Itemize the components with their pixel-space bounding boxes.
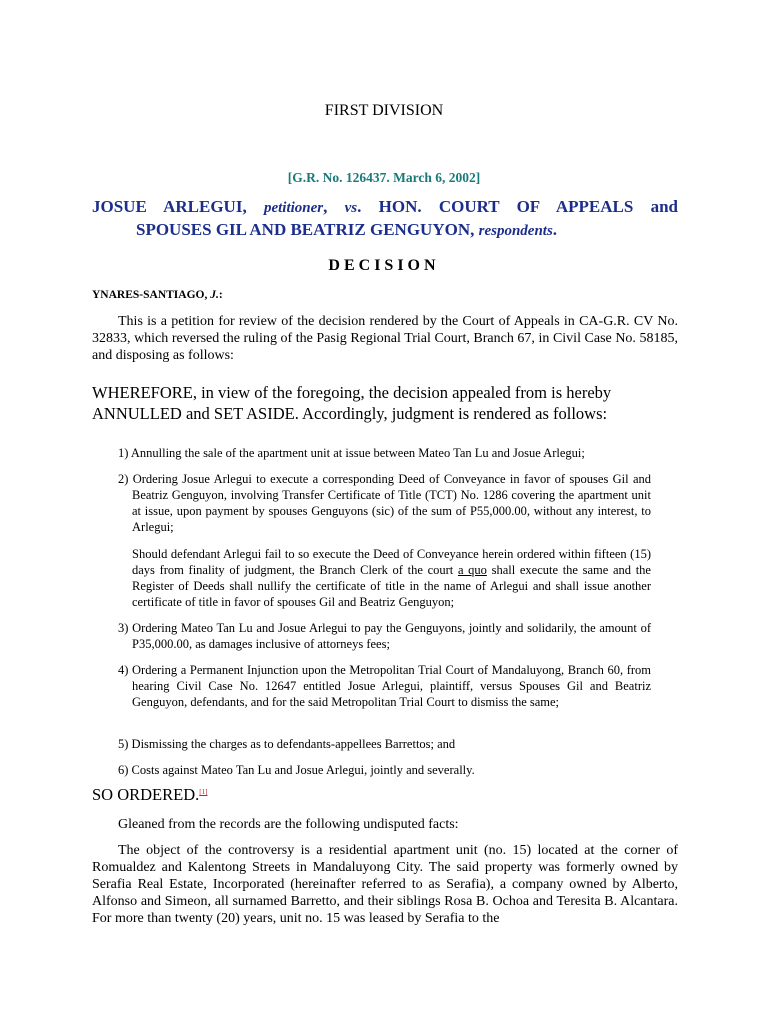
facts-paragraph: The object of the controversy is a residential apartment unit (no. 15) located at the corner of Romualdez and Kalentong Streets in Mandaluyong City. The said property was formerly owned by Serafia Real Estate, Incorporated (hereinafter referred to as Serafia), a company owned by Alberto, Alfonso and Simeon, all surnamed Barretto, and their siblings Rosa B. Ochoa and Teresita B. Alcantara. For more than twenty (20) years, unit no. 15 was leased by Serafia to the — [92, 843, 678, 926]
respondent-role: respondents — [478, 223, 553, 239]
wherefore-clause: WHEREFORE, in view of the foregoing, the decision appealed from is hereby ANNULLED and SET ASIDE. Accordingly, judgment is rendered as follows: — [92, 383, 612, 423]
respondent-line-2: SPOUSES GIL AND BEATRIZ GENGUYON, — [136, 220, 475, 239]
parties-line-1: JOSUE ARLEGUI, petitioner, vs. HON. COURT OF APPEALS and — [92, 197, 678, 216]
respondent-line-1: HON. COURT OF APPEALS and — [378, 197, 678, 216]
dispositive-item-4: 4) Ordering a Permanent Injunction upon the Metropolitan Trial Court of Mandaluyong, Branch 60, from hearing Civil Case No. 12647 entitled Josue Arlegui, plaintiff, versus Spouses Gil and Beatriz Genguyon, defendants, and for the said Metropolitan Trial Court to dismiss the same; — [118, 662, 651, 709]
dispositive-item-2: 2) Ordering Josue Arlegui to execute a corresponding Deed of Conveyance in favor of spouses Gil and Beatriz Genguyon, involving Transfer Certificate of Title (TCT) No. 1286 covering the apartment unit at issue, upon payment by spouses Genguyons (sic) of the sum of P55,000.00, without any interest, to Arlegui; — [118, 471, 651, 534]
case-parties — [92, 196, 678, 242]
ponente-title: J. — [210, 289, 219, 301]
ponente-name: YNARES-SANTIAGO, — [92, 289, 208, 301]
so-ordered: SO ORDERED.[1] — [92, 785, 208, 804]
versus: vs — [344, 200, 358, 216]
dispositive-item-3: 3) Ordering Mateo Tan Lu and Josue Arlegui to pay the Genguyons, jointly and solidarily, the amount of P35,000.00, as damages inclusive of attorneys fees; — [118, 620, 651, 651]
petitioner-name: JOSUE ARLEGUI, — [92, 197, 247, 216]
ponente: YNARES-SANTIAGO, J.: — [92, 289, 223, 301]
case-number: [G.R. No. 126437. March 6, 2002] — [287, 170, 481, 185]
dispositive-item-1: 1) Annulling the sale of the apartment unit at issue between Mateo Tan Lu and Josue Arlegui; — [118, 445, 585, 460]
petitioner-role: petitioner — [263, 200, 324, 216]
parties-line-2: SPOUSES GIL AND BEATRIZ GENGUYON, respondents. — [136, 220, 558, 239]
dispositive-item-5: 5) Dismissing the charges as to defendants-appellees Barrettos; and — [118, 736, 456, 751]
a-quo-term: a quo — [457, 562, 487, 577]
facts-intro: Gleaned from the records are the following undisputed facts: — [118, 817, 459, 832]
dispositive-item-6: 6) Costs against Mateo Tan Lu and Josue Arlegui, jointly and severally. — [118, 762, 475, 777]
dispositive-sub-paragraph: Should defendant Arlegui fail to so execute the Deed of Conveyance herein ordered within fifteen (15) days from finality of judgment, the Branch Clerk of the court a quo shall execute the same and the Register of Deeds shall nullify the certificate of title in the name of Arlegui and shall issue another certificate of title in favor of spouses Gil and Beatriz Genguyon; — [132, 546, 651, 609]
decision-heading: DECISION — [328, 257, 440, 274]
division-heading: FIRST DIVISION — [324, 102, 444, 119]
footnote-link[interactable]: [1] — [199, 788, 208, 796]
intro-paragraph: This is a petition for review of the decision rendered by the Court of Appeals in CA-G.R. CV No. 32833, which reversed the ruling of the Pasig Regional Trial Court, Branch 67, in Civil Case No. 58185, and disposing as follows: — [92, 314, 678, 363]
